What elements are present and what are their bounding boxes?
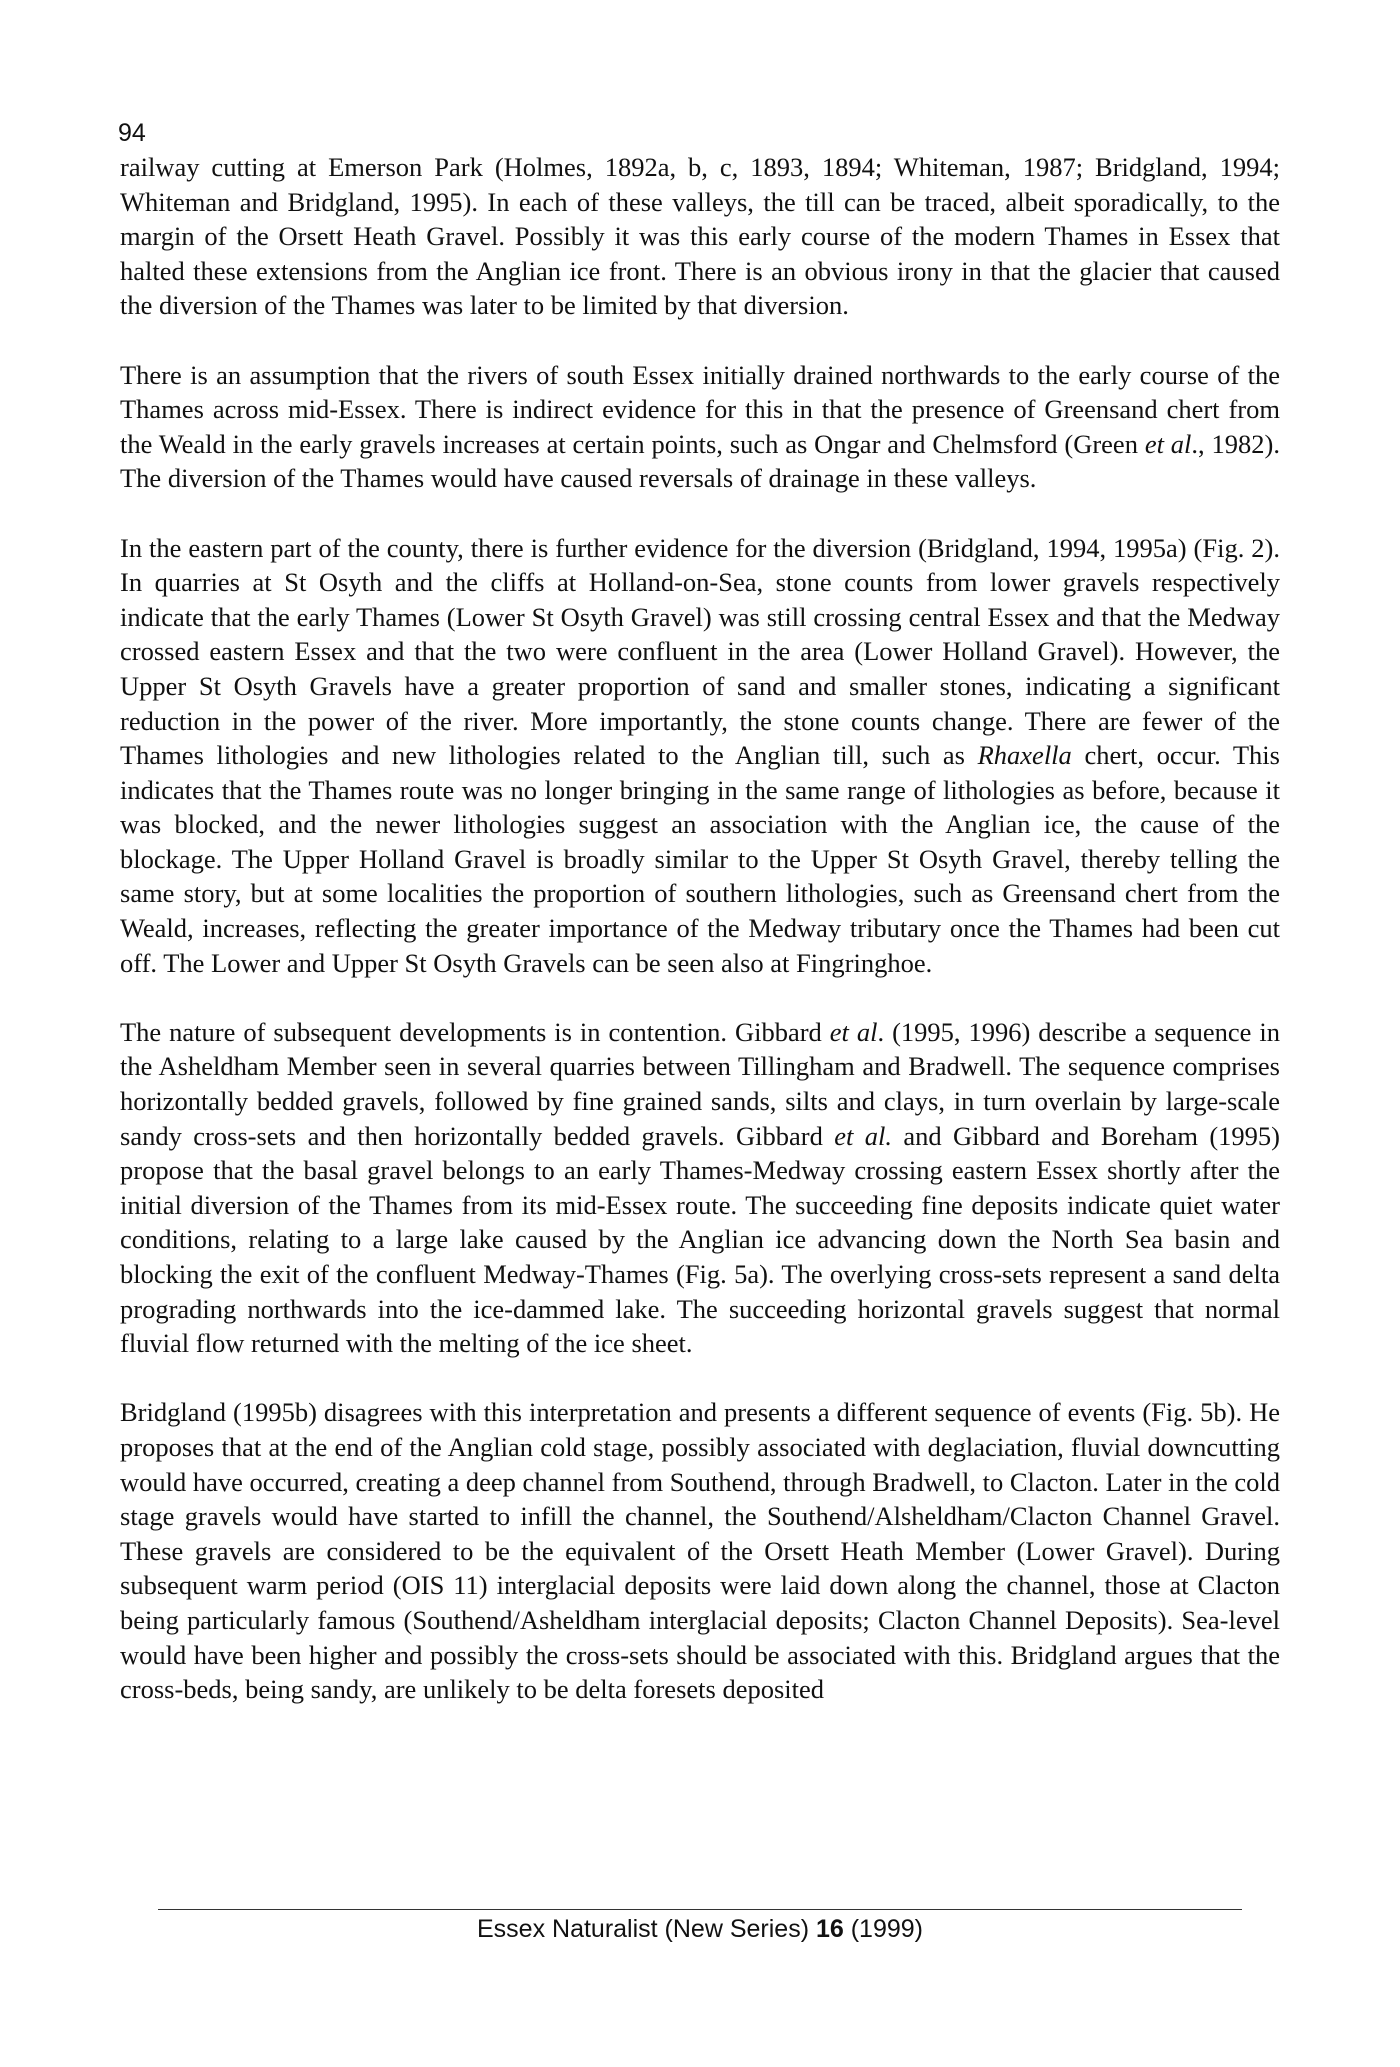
journal-name: Essex Naturalist (New Series) xyxy=(476,1915,816,1943)
italic-run: et al xyxy=(1144,428,1192,459)
text-run: The nature of subsequent developments is in contention. Gibbard xyxy=(120,1016,830,1047)
text-run: ., 1982). The diversion of the Thames would have caused reversals of drainage in these valleys. xyxy=(120,428,1280,494)
body-text xyxy=(120,150,1280,1707)
text-run: In the eastern part of the county, there is further evidence for the diversion (Bridgland, 1994, 1995a) (Fig. 2). In quarries at St Osyth and the cliffs at Holland-on-Sea, stone counts from lower gravels respectively indicate that the early Thames (Lower St Osyth Gravel) was still crossing central Essex and that the Medway crossed eastern Essex and that the two were confluent in the area (Lower Holland Gravel). However, the Upper St Osyth Gravels have a greater proportion of sand and smaller stones, indicating a significant reduction in the power of the river. More importantly, the stone counts change. There are fewer of the Thames lithologies and new lithologies related to the Anglian till, such as xyxy=(120,532,1280,771)
volume-number: 16 xyxy=(815,1915,844,1943)
italic-run: et al. xyxy=(834,1120,892,1151)
paragraph xyxy=(120,1395,1280,1706)
italic-run: et al xyxy=(829,1016,878,1047)
page-number: 94 xyxy=(118,119,146,147)
text-run: and Gibbard and Boreham (1995) propose that the basal gravel belongs to an early Thames-Medway crossing eastern Essex shortly after the initial diversion of the Thames from its mid-Essex route. The succeeding fine deposits indicate quiet water conditions, relating to a large lake caused by the Anglian ice advancing down the North Sea basin and blocking the exit of the confluent Medway-Thames (Fig. 5a). The overlying cross-sets represent a sand delta prograding northwards into the ice-dammed lake. The succeeding horizontal gravels suggest that normal fluvial flow returned with the melting of the ice sheet. xyxy=(120,1120,1280,1359)
paragraph xyxy=(120,531,1280,981)
paragraph xyxy=(120,150,1280,323)
footer xyxy=(0,1914,1400,1944)
paragraph xyxy=(120,358,1280,496)
footer-divider xyxy=(158,1909,1242,1910)
italic-run: Rhaxella xyxy=(977,740,1072,771)
publication-year: (1999) xyxy=(843,1915,923,1943)
text-run: railway cutting at Emerson Park (Holmes, 1892a, b, c, 1893, 1894; Whiteman, 1987; Bridgland, 1994; Whiteman and Bridgland, 1995). In each of these valleys, the till can be traced, albeit sporadically, to the margin of the Orsett Heath Gravel. Possibly it was this early course of the modern Thames in Essex that halted these extensions from the Anglian ice front. There is an obvious irony in that the glacier that caused the diversion of the Thames was later to be limited by that diversion. xyxy=(120,152,1280,321)
text-run: chert, occur. This indicates that the Thames route was no longer bringing in the same range of lithologies as before, because it was blocked, and the newer lithologies suggest an association with the Anglian ice, the cause of the blockage. The Upper Holland Gravel is broadly similar to the Upper St Osyth Gravel, thereby telling the same story, but at some localities the proportion of southern lithologies, such as Greensand chert from the Weald, increases, reflecting the greater importance of the Medway tributary once the Thames had been cut off. The Lower and Upper St Osyth Gravels can be seen also at Fingringhoe. xyxy=(120,740,1280,978)
text-run: There is an assumption that the rivers of south Essex initially drained northwards to the early course of the Thames across mid-Essex. There is indirect evidence for this in that the presence of Greensand chert from the Weald in the early gravels increases at certain points, such as Ongar and Chelmsford (Green xyxy=(120,359,1280,459)
text-run: Bridgland (1995b) disagrees with this interpretation and presents a different sequence of events (Fig. 5b). He proposes that at the end of the Anglian cold stage, possibly associated with deglaciation, fluvial downcutting would have occurred, creating a deep channel from Southend, through Bradwell, to Clacton. Later in the cold stage gravels would have started to infill the channel, the Southend/Alsheldham/Clacton Channel Gravel. These gravels are considered to be the equivalent of the Orsett Heath Member (Lower Gravel). During subsequent warm period (OIS 11) interglacial deposits were laid down along the channel, those at Clacton being particularly famous (Southend/Asheldham interglacial deposits; Clacton Channel Deposits). Sea-level would have been higher and possibly the cross-sets should be associated with this. Bridgland argues that the cross-beds, being sandy, are unlikely to be delta foresets deposited xyxy=(120,1397,1280,1705)
text-run: . (1995, 1996) describe a sequence in the Asheldham Member seen in several quarries between Tillingham and Bradwell. The sequence comprises horizontally bedded gravels, followed by fine grained sands, silts and clays, in turn overlain by large-scale sandy cross-sets and then horizontally bedded gravels. Gibbard xyxy=(120,1016,1280,1151)
paragraph xyxy=(120,1015,1280,1361)
